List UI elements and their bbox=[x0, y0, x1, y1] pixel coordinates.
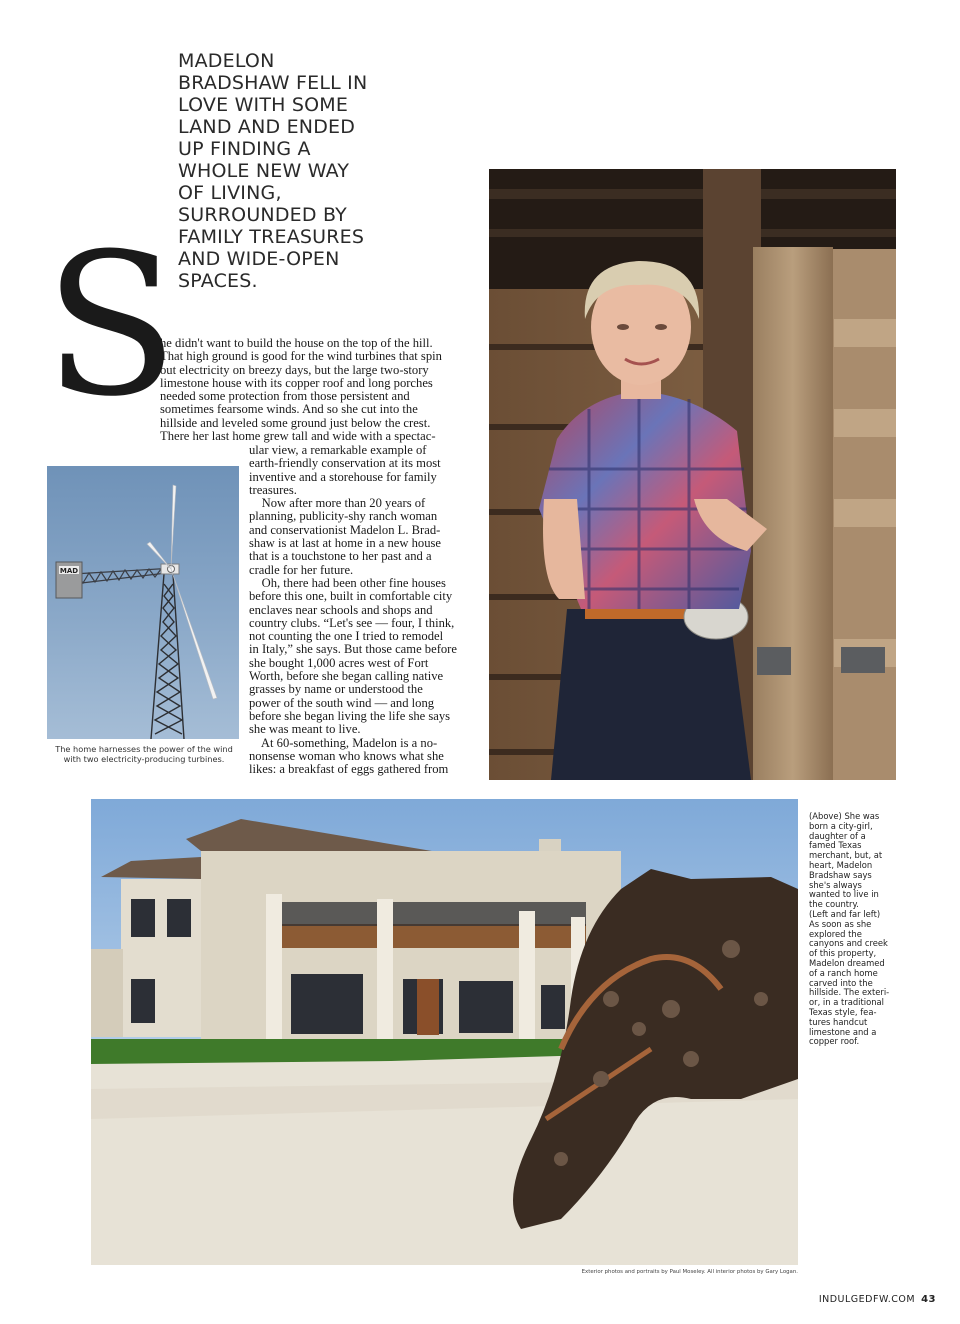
body-line: shaw is at last at home in a new house bbox=[249, 536, 442, 551]
body-line: ular view, a remarkable example of bbox=[249, 443, 427, 457]
page-number: 43 bbox=[921, 1294, 936, 1305]
deck-line: LOVE WITH SOME bbox=[178, 94, 349, 116]
body-line: treasures. bbox=[249, 482, 297, 497]
caption-line: Bradshaw says bbox=[809, 869, 872, 880]
body-line: country clubs. “Let's see — four, I think, bbox=[249, 615, 455, 630]
caption-line: heart, Madelon bbox=[809, 859, 873, 870]
drop-cap: S bbox=[44, 212, 179, 440]
caption-line: The home harnesses the power of the wind bbox=[55, 744, 233, 754]
caption-line: (Above) She was bbox=[809, 811, 880, 821]
caption-line: explored the bbox=[809, 928, 862, 939]
deck-line: SPACES. bbox=[178, 270, 258, 292]
caption-line: wanted to live in bbox=[809, 889, 879, 900]
body-line: he didn't want to build the house on the top of the hill. bbox=[160, 336, 433, 350]
deck-line: SURROUNDED BY bbox=[178, 204, 347, 226]
deck-line: OF LIVING, bbox=[178, 182, 282, 204]
body-line: out electricity on breezy days, but the large two-story bbox=[160, 362, 429, 377]
caption-line: (Left and far left) bbox=[809, 908, 881, 919]
body-line: There her last home grew tall and wide with a spectac- bbox=[160, 429, 436, 444]
body-line: she was meant to live. bbox=[249, 722, 361, 737]
photo-caption bbox=[809, 812, 909, 1047]
body-line: Worth, before she began calling native bbox=[249, 669, 444, 684]
body-line: Now after more than 20 years of bbox=[249, 496, 426, 511]
wind-photo-caption bbox=[44, 744, 244, 764]
caption-line: or, in a traditional bbox=[809, 997, 884, 1008]
caption-line: the country. bbox=[809, 899, 859, 910]
body-line: not counting the one I tried to remodel bbox=[249, 629, 444, 644]
portrait-photo bbox=[489, 169, 896, 780]
wind-turbine-photo bbox=[47, 466, 239, 739]
body-line: sometimes fearsome winds. And so she cut into the bbox=[160, 402, 418, 417]
body-line: planning, publicity-shy ranch woman bbox=[249, 509, 438, 524]
deck-line: WHOLE NEW WAY bbox=[178, 160, 350, 182]
deck-line: UP FINDING A bbox=[178, 138, 311, 160]
deck-line: LAND AND ENDED bbox=[178, 116, 356, 138]
deck-line: BRADSHAW FELL IN bbox=[178, 72, 368, 94]
portrait-illustration bbox=[489, 169, 896, 780]
deck-line: MADELON bbox=[178, 50, 275, 72]
body-line: and conservationist Madelon L. Brad- bbox=[249, 522, 441, 537]
caption-line: carved into the bbox=[809, 977, 873, 988]
body-line: That high ground is good for the wind turbines that spin bbox=[160, 349, 442, 364]
body-line: inventive and a storehouse for family bbox=[249, 469, 437, 484]
article-body-top bbox=[160, 337, 442, 443]
body-line: needed some protection from those persistent and bbox=[160, 389, 410, 404]
body-line: earth-friendly conservation at its most bbox=[249, 456, 441, 471]
article-deck bbox=[178, 50, 418, 292]
caption-line: with two electricity-producing turbines. bbox=[63, 754, 225, 764]
caption-line: merchant, but, at bbox=[809, 850, 883, 861]
caption-line: born a city-girl, bbox=[809, 820, 873, 831]
body-line: nonsense woman who knows what she bbox=[249, 748, 444, 763]
body-line: power of the south wind — and long bbox=[249, 695, 435, 710]
body-line: before she began living the life she says bbox=[249, 708, 451, 723]
caption-line: Texas style, fea- bbox=[809, 1006, 877, 1017]
wind-turbine-illustration bbox=[47, 466, 239, 739]
body-line: Oh, there had been other fine houses bbox=[249, 575, 446, 590]
deck-line: FAMILY TREASURES bbox=[178, 226, 365, 248]
body-line: At 60-something, Madelon is a no- bbox=[249, 735, 438, 750]
body-line: in Italy,” she says. But those came before bbox=[249, 642, 457, 657]
body-line: that is a touchstone to her past and a bbox=[249, 549, 432, 564]
caption-line: tures handcut bbox=[809, 1016, 868, 1027]
caption-line: famed Texas bbox=[809, 840, 862, 851]
caption-line: she's always bbox=[809, 879, 862, 890]
caption-line: Madelon dreamed bbox=[809, 957, 885, 968]
deck-line: AND WIDE-OPEN bbox=[178, 248, 340, 270]
body-line: she bought 1,000 acres west of Fort bbox=[249, 655, 429, 670]
body-line: likes: a breakfast of eggs gathered from bbox=[249, 762, 449, 777]
caption-line: canyons and creek bbox=[809, 938, 888, 949]
caption-line: of a ranch home bbox=[809, 967, 878, 978]
caption-line: of this property, bbox=[809, 948, 877, 959]
article-body-column bbox=[249, 444, 457, 776]
body-line: before this one, built in comfortable city bbox=[249, 589, 453, 604]
caption-line: limestone and a bbox=[809, 1026, 877, 1037]
caption-line: hillside. The exteri- bbox=[809, 987, 890, 998]
page-folio bbox=[819, 1294, 936, 1305]
caption-line: copper roof. bbox=[809, 1036, 860, 1047]
turbine-sign-text: MAD bbox=[59, 567, 79, 575]
body-line: cradle for her future. bbox=[249, 562, 354, 577]
house-exterior-photo bbox=[91, 799, 798, 1265]
site-url: INDULGEDFW.COM bbox=[818, 1294, 916, 1305]
body-line: limestone house with its copper roof and long porches bbox=[160, 375, 433, 390]
photo-credit: Exterior photos and portraits by Paul Moseley. All interior photos by Gary Logan. bbox=[581, 1269, 798, 1275]
body-line: enclaves near schools and shops and bbox=[249, 602, 433, 617]
house-illustration bbox=[91, 799, 798, 1265]
body-line: hillside and leveled some ground just below the crest. bbox=[160, 415, 431, 430]
caption-line: daughter of a bbox=[809, 830, 866, 841]
body-line: grasses by name or understood the bbox=[249, 682, 423, 697]
caption-line: As soon as she bbox=[809, 918, 872, 929]
